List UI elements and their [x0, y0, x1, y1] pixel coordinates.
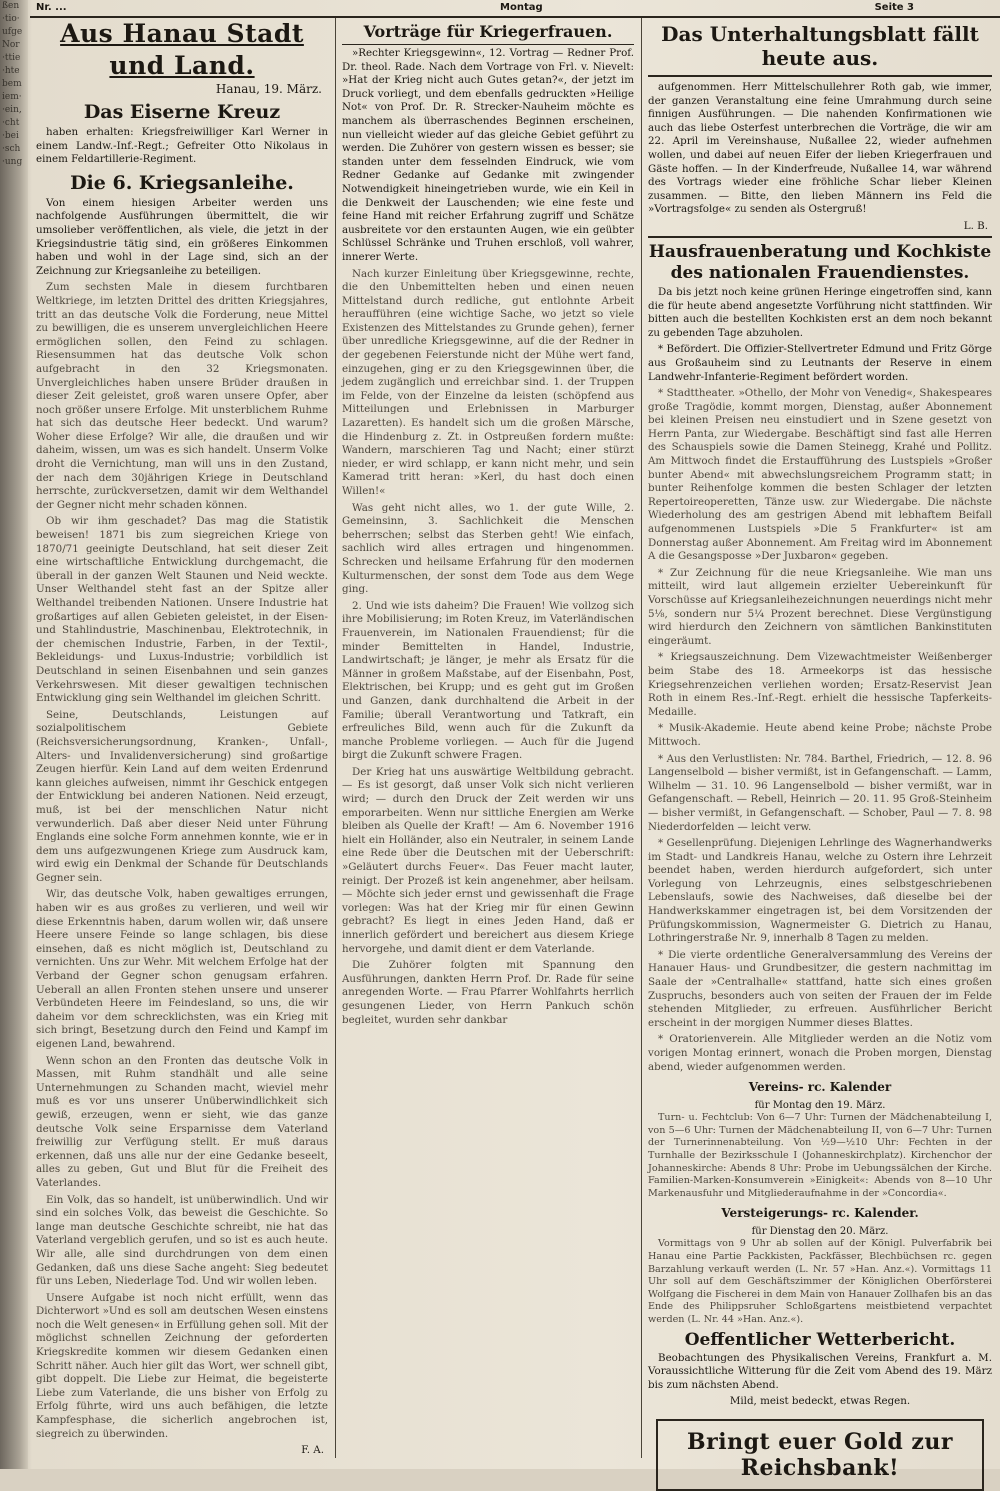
article-paragraph: Ein Volk, das so handelt, ist unüberwindlich. Und wir sind ein solches Volk, das beweist die Geschichte. So lange man deutsche Geschichte schreibt, nie hat das Vaterland vergeblich gerufen, und so ist es auch heute. Wir alle, alle sind durchdrungen von dem einen Gedanken, daß uns diese Sache angeht: Sieg bedeutet für uns Leben, Niederlage Tod. Und wir wollen leben. — [36, 1193, 328, 1288]
reichsbank-banner: Bringt euer Gold zur Reichsbank! — [656, 1419, 984, 1491]
column-vortraege — [338, 18, 638, 1458]
article-title: Vorträge für Kriegerfrauen. — [342, 22, 634, 45]
article-intro: Von einem hiesigen Arbeiter werden uns nachfolgende Ausführungen übermittelt, die wir umsolieber veröffentlichen, als viele, die jetzt in der Kriegsindustrie tätig sind, ein größeres Einkommen haben und wohl in der Lage sind, sich an der Zeichnung zur Kriegsanleihe zu beteiligen. — [36, 196, 328, 277]
running-header — [30, 0, 1000, 18]
calendar-entries: Turn- u. Fechtclub: Von 6—7 Uhr: Turnen der Mädchenabteilung I, von 5—6 Uhr: Turnen der Mädchenabteilung II, von 6—7 Uhr: Turnen der Turnerinnenabteilung. Von ½9—½10 Uhr: Fechten in der Turnhalle der Bezirksschule I (Johanneskirchplatz). Kirchenchor der Johanneskirche: Abends 8 Uhr: Probe im Uebungssälchen der Kirche. Familien-Marken-Konsumverein »Einigkeit«: Abends von 8—10 Uhr Markenausfuhr und Mitgliederaufnahme in der »Concordia«. — [648, 1112, 992, 1199]
section-masthead: Aus Hanau Stadt und Land. — [60, 19, 304, 80]
page-number: Seite 3 — [874, 2, 914, 13]
article-paragraph: Wir, das deutsche Volk, haben gewaltiges errungen, haben wir es aus großes zu verlieren, und weil wir diese Erkenntnis haben, darum wollen wir, daß unsere Heere unsere Feinde so lange schlagen, bis diese einsehen, daß es nicht möglich ist, Deutschland zu vernichten. Uns zur Wehr. Mit welchem Erfolge hat der Verband der Gegner schon genugsam erfahren. Ueberall an allen Fronten stehen unsere und unserer Verbündeten Heere im Feindesland, so uns, die wir daheim vor dem schrecklichsten, was ein Krieg mit sich bringt, Besetzung durch den Feind und Kampf im eigenen Land, bewahrend. — [36, 888, 328, 1050]
news-item: * Gesellenprüfung. Diejenigen Lehrlinge des Wagnerhandwerks im Stadt- und Landkreis Hanau, welche zu Ostern ihre Lehrzeit beendet haben, werden hierdurch aufgefordert, sich unter Vorlegung von Lehrzeugnis, eines selbstgeschriebenen Lebenslaufs, sowie des Nachweises, daß dieselbe bei der Handwerkskammer eingetragen ist, bei dem Vorsitzenden der Prüfungskommission, Wagnermeister G. Dietrich zu Hanau, Lothringerstraße Nr. 9, innerhalb 8 Tagen zu melden. — [648, 837, 992, 945]
calendar-entries: Vormittags von 9 Uhr ab sollen auf der Königl. Pulverfabrik bei Hanau eine Partie Packkisten, Packfässer, Blechbüchsen rc. gegen Barzahlung verkauft werden (L. Nr. 57 »Han. Anz.«). Vormittags 11 Uhr soll auf dem Geschäftszimmer der Königlichen Oberförsterei Wolfgang die Fischerei in dem Main von Hanauer Zollhafen bis an das Ende des Philippsruher Schloßgartens meistbietend verpachtet werden (L. Nr. 44 »Han. Anz.«). — [648, 1238, 992, 1325]
article-text: Da bis jetzt noch keine grünen Heringe eingetroffen sind, kann die für heute abend angesetzte Vorführung nicht stattfinden. Wir bitten auch die bestellten Kochkisten erst an dem noch bekannt zu gebenden Tage abzuholen. — [648, 285, 992, 339]
calendar-date: für Montag den 19. März. — [754, 1100, 886, 1112]
divider — [648, 236, 992, 238]
article-paragraph: Ob wir ihm geschadet? Das mag die Statistik beweisen! 1871 bis zum siegreichen Kriege von 1870/71 geeinigte Deutschland, hat seit dieser Zeit eine wirtschaftliche Entwicklung durchgemacht, die überall in der ganzen Welt Staunen und Neid weckte. Unser Welthandel steht fast an der Spitze aller Welthandel treibenden Nationen. Unsere Industrie hat großartiges auf allen Gebieten geleistet, in der Eisen- und Stahlindustrie, Maschinenbau, Elektrotechnik, in der chemischen Industrie, Farben, in der Textil-, Bekleidungs- und Luxus-Industrie; vorbildlich ist Deutschland in seinen Eisenbahnen und sein ganzes Verkehrswesen. Mit dieser gewaltigen technischen Entwicklung ging sein Welthandel im gleichen Schritt. — [36, 515, 328, 705]
column-local-news — [32, 18, 332, 1458]
article-paragraph: 2. Und wie ists daheim? Die Frauen! Wie vollzog sich ihre Mobilisierung; im Roten Kreuz, im Vaterländischen Frauenverein, im Nationalen Frauendienst; für die minder Bemittelten in Handel, Industrie, Landwirtschaft; je länger, je mehr als Ersatz für die Männer in großem Maßstabe, auf der Eisenbahn, Post, Elektrischen, bei Krupp; und es geht gut im Großen und Ganzen, dank durchhaltend die Arbeit in der Familie; überall Verantwortung und Tatkraft, ein erfreuliches Bild, wenn auch für die Zukunft da manche Probleme vorliegen. — Auch für die Jugend birgt die Zukunft schwere Fragen. — [342, 599, 634, 762]
adjacent-page-edge: ßen ·tio· ufge Nor ·ttie ·hte bem iem· ·ein, ·cht ·bei ·sch ·ung — [0, 0, 28, 1469]
column-notices — [644, 18, 996, 1481]
article-text: haben erhalten: Kriegsfreiwilliger Karl Werner in einem Landw.-Inf.-Regt.; Gefreiter Otto Nikolaus in einem Feldartillerie-Regiment. — [36, 126, 328, 166]
headline-eisernes-kreuz: Das Eiserne Kreuz — [83, 101, 281, 123]
news-item: * Kriegsauszeichnung. Dem Vizewachtmeister Weißenberger beim Stabe des 18. Armeekorps ist das hessische Kriegsehrenzeichen verliehen worden; Ersatz-Reservist Jean Roth in einem Res.-Inf.-Regt. erhielt die hessische Tapferkeits-Medaille. — [648, 651, 992, 718]
weather-forecast: Mild, meist bedeckt, etwas Regen. — [729, 1395, 911, 1408]
headline-wetterbericht: Oeffentlicher Wetterbericht. — [684, 1329, 956, 1350]
issue-number: Nr. ... — [36, 2, 67, 13]
article-paragraph: Was geht nicht alles, wo 1. der gute Wille, 2. Gemeinsinn, 3. Sachlichkeit die Menschen beherrschen; selbst das Sterben geht! Wie einfach, sachlich wird alles ertragen und hingenommen. Schrecken und heilsame Erfahrung für den modernen Kulturmenschen, der sonst dem Tode aus dem Wege ging. — [342, 501, 634, 596]
article-paragraph: Wenn schon an den Fronten das deutsche Volk in Massen, mit Ruhm standhält und alle seine Unternehmungen zu Schanden macht, wieviel mehr muß es vor uns unserer Unüberwindlichkeit sich gewiß, erzeugen, wenn er sieht, wie das ganze deutsche Volk seine Ersparnisse dem Vaterland freiwillig zur Verfügung stellt. Er muß daraus erkennen, daß uns alle nur der eine Gedanke beseelt, alles zu geben, Gut und Blut für die Freiheit des Vaterlandes. — [36, 1054, 328, 1189]
author-signature: F. A. — [301, 1444, 324, 1457]
calendar-heading: Versteigerungs- rc. Kalender. — [721, 1206, 919, 1221]
news-item: * Musik-Akademie. Heute abend keine Probe; nächste Probe Mittwoch. — [648, 722, 992, 748]
headline-unterhaltungsblatt: Das Unterhaltungsblatt fällt heute aus. — [661, 22, 979, 70]
news-item: * Stadttheater. »Othello, der Mohr von Venedig«, Shakespeares große Tragödie, kommt morgen, Dienstag, außer Abonnement bei kleinen Preisen neu einstudiert und in Szene gesetzt von Herrn Panta, zur Wiedergabe. Beschäftigt sind fast alle Herren des Schauspiels sowie die Damen Steinegg, Krahé und Pollitz. Am Mittwoch findet die Erstaufführung des Lustspiels »Großer bunter Abend« mit abwechslungsreichem Programm statt; in bunter Reihenfolge kommen die besten Schlager der letzten Repertoireoperetten, Tänze usw. zur Wiedergabe. Die nächste Wiederholung des am gestrigen Abend mit lebhaftem Beifall aufgenommenen Lustspiels »Die 5 Frankfurter« ist am Donnerstag außer Abonnement. Am Freitag wird im Abonnement A die Gesangsposse »Der Juxbaron« gegeben. — [648, 387, 992, 563]
article-paragraph: Seine, Deutschlands, Leistungen auf sozialpolitischem Gebiete (Reichsversicherungsordnung, Kranken-, Unfall-, Alters- und Invalidenversicherung) sind großartige Zeugen hierfür. Kein Land auf dem weiten Erdenrund kann gleiches aufweisen, nimmt ihr Geschick entgegen der Entwicklung bei anderen Nationen. Neid erzeugt, muß, ist bei der menschlichen Natur nicht verwunderlich. Daß aber dieser Neid unter Führung Englands eine solche Form annehmen konnte, wie er in dem uns aufgezwungenen Kriege zum Ausdruck kam, wird ewig ein Denkmal der Schande für Deutschlands Gegner sein. — [36, 708, 328, 884]
weather-text: Beobachtungen des Physikalischen Vereins, Frankfurt a. M. Voraussichtliche Witterung für die Zeit vom Abend des 19. März bis zum nächsten Abend. — [648, 1351, 992, 1391]
weekday: Montag — [500, 2, 543, 13]
author-signature: L. B. — [963, 219, 988, 232]
article-paragraph: Unsere Aufgabe ist noch nicht erfüllt, wenn das Dichterwort »Und es soll am deutschen Wesen einstens noch die Welt genesen« in Erfüllung gehen soll. Mit der möglichst schnellen Zeichnung der geforderten Kriegskredite kommen wir diesem Gedanken einen Schritt näher. Auch hier gilt das Wort, wer schnell gibt, gibt doppelt. Die Liebe zur Heimat, die begeisterte Liebe zum Vaterlande, die uns bisher von Erfolg zu Erfolg führte, wird uns auch befähigen, die letzte Kampfesphase, die sicherlich angebrochen ist, siegreich zu überwinden. — [36, 1291, 328, 1440]
news-item: * Aus den Verlustlisten: Nr. 784. Barthel, Friedrich, — 12. 8. 96 Langenselbold — bisher vermißt, ist in Gefangenschaft. — Lamm, Wilhelm — 31. 10. 96 Langenselbold — bisher vermißt, war in Gefangenschaft. — Rebell, Heinrich — 20. 11. 95 Groß-Steinheim — bisher vermißt, in Gefangenschaft. — Schober, Paul — 7. 8. 98 Niederdorfelden — leicht verw. — [648, 752, 992, 833]
calendar-heading: Vereins- rc. Kalender — [748, 1080, 892, 1095]
calendar-date: für Dienstag den 20. März. — [751, 1226, 889, 1238]
headline-hausfrauenberatung: Hausfrauenberatung und Kochkiste des nationalen Frauendienstes. — [648, 241, 992, 283]
article-paragraph: Nach kurzer Einleitung über Kriegsgewinne, rechte, die den Unbemittelten heben und einen neuen Mittelstand durch redliche, gut entlohnte Arbeit heraufführen (eine wichtige Sache, wo jetzt so viele Existenzen des Mittelstandes zu Grunde gehen), ferner über unredliche Kriegsgewinne, auf die der Redner in der gegebenen Feierstunde nicht der Mühe wert fand, einzugehen, ging er zu den Kriegsgewinnen über, die jedem zugänglich und erreichbar sind. 1. der Truppen im Felde, von der Einzelne da leisten (schöpfend aus Mitteilungen und Erlebnissen in Marburger Lazaretten). Es handelt sich um die großen Märsche, die Hindenburg z. Zt. in Ostpreußen fordern mußte: Wandern, marschieren Tag und Nacht; einer stürzt nieder, er wird schlapp, er kann nicht mehr, und sein Kamerad tritt heran: »Kerl, du hast doch einen Willen!« — [342, 267, 634, 497]
column-rule — [641, 18, 642, 1458]
article-continuation: aufgenommen. Herr Mittelschullehrer Roth gab, wie immer, der ganzen Veranstaltung eine feine Umrahmung durch seine finnigen Ausführungen. — Die nahenden Konfirmationen wie auch das liebe Osterfest unterbrechen die Vorträge, die wir am 22. April im Vereinshause, Nußallee 22, wieder aufnehmen wollen, und dabei auf neuen Eifer der lieben Kriegerfrauen und Gäste hoffen. — In der Kinderfreude, Nußallee 14, war während des Vortrags wieder eine fröhliche Schar lieber Kleinen zusammen. — Bitte, den lieben Männern ins Feld die »Vortragsfolge« zu senden als Ostergruß! — [648, 81, 992, 216]
article-paragraph: »Rechter Kriegsgewinn«, 12. Vortrag — Redner Prof. Dr. theol. Rade. Nach dem Vortrage von Frl. v. Nievelt: »Hat der Krieg nicht auch Gutes getan?«, der jetzt im Druck vorliegt, und dem ebenfalls gedruckten »Heilige Not« von Prof. Dr. R. Strecker-Nauheim möchte es manchem als überraschendes Beginnen erscheinen, nun vielleicht wieder auf das gleiche Gebiet geführt zu werden. Die Zuhörer von gestern wissen es besser; sie standen unter dem fesselnden Eindruck, wie vom Redner Gedanke auf Gedanke mit zwingender Notwendigkeit hineingetrieben wurde, wie ein Keil in die Denkweit der Lauschenden; wie eine feste und feine Hand mit reicher Erfahrung zugriff und Schätze ausbreitete vor den erstaunten Augen, wie ein geübter Schlüssel Schränke und Truhen erschloß, voll wahrer, innerer Werte. — [342, 47, 634, 263]
notice-box — [648, 22, 992, 77]
news-item: * Oratorienverein. Alle Mitglieder werden an die Notiz vom vorigen Montag erinnert, wonach die Proben morgen, Dienstag abend, wieder aufgenommen werden. — [648, 1033, 992, 1073]
dateline: Hanau, 19. März. — [215, 82, 322, 96]
article-paragraph: Der Krieg hat uns auswärtige Weltbildung gebracht. — Es ist gesorgt, daß unser Volk sich nicht verlieren wird; — durch den Druck der Zeit werden wir uns emporarbeiten. Wenn nur sittliche Energien am Werke bleiben als Quelle der Kraft! — Am 6. November 1916 hielt ein Holländer, also ein Neutraler, in seinem Lande eine Rede über die Deutschen mit der Ueberschrift: »Geläutert durchs Feuer«. Das Feuer macht lauter, reinigt. Der Prozeß ist kein angenehmer, aber heilsam. — Möchte sich jeder ernst und gewissenhaft die Frage vorlegen: Was hat der Krieg mir für einen Gewinn gebracht? Es liegt in eines Jeden Hand, daß er innerlich gefördert und bereichert aus diesem Kriege hervorgehe, und damit dient er dem Vaterlande. — [342, 765, 634, 955]
news-item: * Befördert. Die Offizier-Stellvertreter Edmund und Fritz Görge aus Großauheim sind zu Leutnants der Reserve in einem Landwehr-Infanterie-Regiment befördert worden. — [648, 343, 992, 383]
article-paragraph: Zum sechsten Male in diesem furchtbaren Weltkriege, im letzten Drittel des dritten Kriegsjahres, tritt an das deutsche Volk die Forderung, neue Mittel zu bewilligen, die es unserem unvergleichlichen Heere ermöglichen sollen, den Feind zu schlagen. Riesensummen hat das deutsche Volk schon aufgebracht in den 32 Kriegsmonaten. Unvergleichliches haben unsere Brüder draußen in dieser Zeit geleistet, groß waren unsere Opfer, aber noch größer unsere Erfolge. Mit unsterblichem Ruhme hat sich das deutsche Heer bedeckt. Und warum? Woher diese Erfolge? Wir alle, die draußen und wir daheim, wissen, um was es sich handelt. Unserm Volke droht die Vernichtung, man will uns in den Zustand, der nach dem 30jährigen Kriege in Deutschland herrschte, zurückversetzen, damit wir dem Welthandel der Gegner nicht mehr schaden können. — [36, 281, 328, 511]
column-rule — [335, 18, 336, 1458]
news-item: * Zur Zeichnung für die neue Kriegsanleihe. Wie man uns mitteilt, wird laut allgemein erzielter Uebereinkunft für Vorschüsse auf Kriegsanleihezeichnungen neuerdings nicht mehr 5⅛, sondern nur 5¼ Prozent berechnet. Diese Vergünstigung wird hierdurch den Zeichnern von sämtlichen Bankinstituten eingeräumt. — [648, 566, 992, 647]
news-item: * Die vierte ordentliche Generalversammlung des Vereins der Hanauer Haus- und Grundbesitzer, die gestern nachmittag im Saale der »Centralhalle« stattfand, hatte sich eines großen Zuspruchs, besonders auch von seiten der Frauen der im Felde stehenden Mitglieder, zu erfreuen. Ausführlicher Bericht erscheint in der morgigen Nummer dieses Blattes. — [648, 948, 992, 1029]
article-paragraph: Die Zuhörer folgten mit Spannung den Ausführungen, dankten Herrn Prof. Dr. Rade für seine anregenden Worte. — Frau Pfarrer Wohlfahrts herrlich gesungenen Lieder, von Herrn Pankuch schön begleitet, wurden sehr dankbar — [342, 959, 634, 1026]
headline-kriegsanleihe: Die 6. Kriegsanleihe. — [70, 171, 294, 194]
